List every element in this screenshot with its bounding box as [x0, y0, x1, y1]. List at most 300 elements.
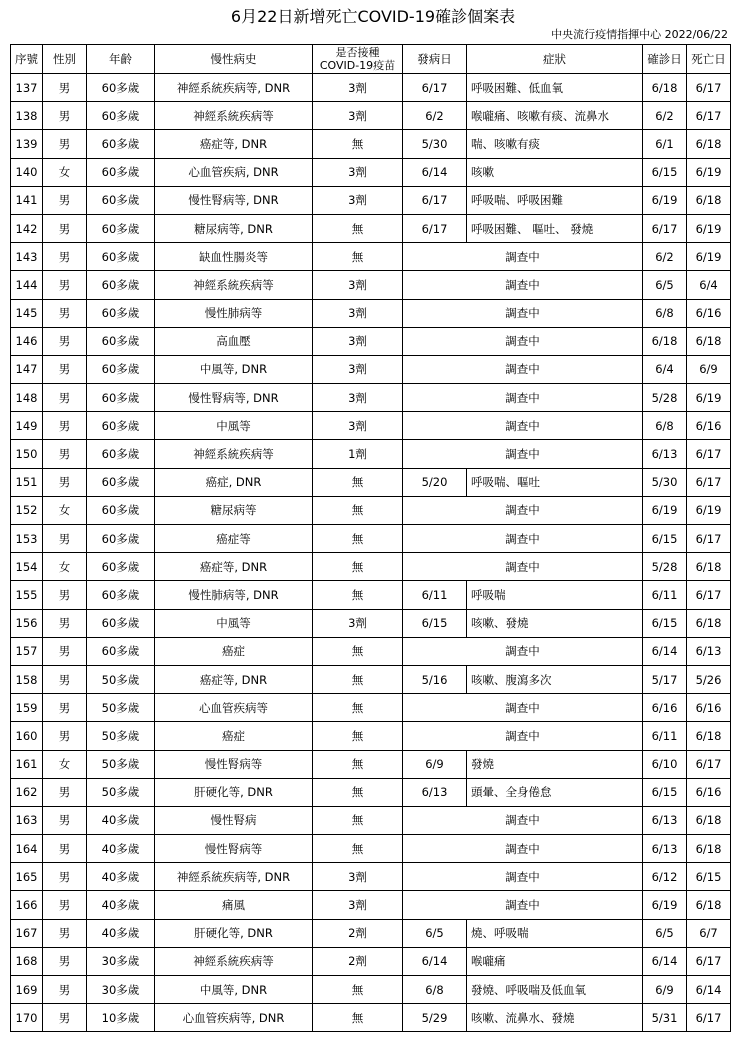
- cell-no: 160: [11, 722, 43, 750]
- cell-death: 6/17: [687, 525, 731, 553]
- cell-confirm: 6/18: [643, 74, 687, 102]
- cell-investigating: 調查中: [403, 412, 643, 440]
- table-row: [11, 468, 731, 496]
- cell-confirm: 6/8: [643, 412, 687, 440]
- cell-symptoms: 發燒: [467, 750, 643, 778]
- cell-vaccine: 1劑: [313, 440, 403, 468]
- cell-history: 癌症等: [155, 525, 313, 553]
- cell-no: 157: [11, 637, 43, 665]
- cell-history: 肝硬化等, DNR: [155, 919, 313, 947]
- cell-history: 神經系統疾病等: [155, 947, 313, 975]
- cell-confirm: 6/9: [643, 976, 687, 1004]
- cell-history: 中風等: [155, 412, 313, 440]
- table-row: [11, 694, 731, 722]
- cell-history: 缺血性腸炎等: [155, 243, 313, 271]
- cell-onset: 6/17: [403, 214, 467, 242]
- col-header-no: 序號: [11, 45, 43, 74]
- cell-confirm: 5/31: [643, 1004, 687, 1032]
- cell-history: 心血管疾病等, DNR: [155, 1004, 313, 1032]
- cell-history: 癌症: [155, 637, 313, 665]
- cell-sex: 男: [43, 468, 87, 496]
- cell-no: 164: [11, 835, 43, 863]
- cell-age: 60多歲: [87, 214, 155, 242]
- cell-death: 6/17: [687, 74, 731, 102]
- cell-sex: 男: [43, 863, 87, 891]
- cell-vaccine: 無: [313, 835, 403, 863]
- cell-onset: 6/14: [403, 158, 467, 186]
- cell-confirm: 6/18: [643, 327, 687, 355]
- page-title: 6月22日新增死亡COVID-19確診個案表: [230, 7, 516, 26]
- cell-confirm: 6/19: [643, 891, 687, 919]
- cell-vaccine: 3劑: [313, 299, 403, 327]
- cell-death: 6/16: [687, 412, 731, 440]
- cell-age: 60多歲: [87, 327, 155, 355]
- cell-confirm: 6/15: [643, 158, 687, 186]
- cell-history: 慢性腎病等, DNR: [155, 384, 313, 412]
- table-row: [11, 919, 731, 947]
- cell-death: 6/18: [687, 553, 731, 581]
- cell-confirm: 6/19: [643, 496, 687, 524]
- cell-vaccine: 無: [313, 806, 403, 834]
- cell-death: 6/17: [687, 1004, 731, 1032]
- cell-sex: 男: [43, 637, 87, 665]
- cell-no: 156: [11, 609, 43, 637]
- cell-age: 60多歲: [87, 299, 155, 327]
- cell-vaccine: 無: [313, 130, 403, 158]
- cell-history: 神經系統疾病等: [155, 440, 313, 468]
- cell-sex: 男: [43, 891, 87, 919]
- cell-sex: 男: [43, 384, 87, 412]
- table-row: [11, 778, 731, 806]
- cell-vaccine: 無: [313, 778, 403, 806]
- cell-age: 60多歲: [87, 271, 155, 299]
- cell-confirm: 6/8: [643, 299, 687, 327]
- table-row: [11, 355, 731, 383]
- cell-history: 神經系統疾病等: [155, 271, 313, 299]
- cell-death: 6/17: [687, 468, 731, 496]
- cell-history: 慢性肺病等, DNR: [155, 581, 313, 609]
- cell-onset: 6/9: [403, 750, 467, 778]
- cell-history: 慢性肺病等: [155, 299, 313, 327]
- cell-confirm: 5/28: [643, 384, 687, 412]
- cell-age: 60多歲: [87, 637, 155, 665]
- cell-age: 40多歲: [87, 919, 155, 947]
- cell-death: 6/19: [687, 214, 731, 242]
- cell-no: 146: [11, 327, 43, 355]
- cell-no: 158: [11, 665, 43, 693]
- cell-death: 6/17: [687, 947, 731, 975]
- cell-investigating: 調查中: [403, 806, 643, 834]
- col-header-history: 慢性病史: [155, 45, 313, 74]
- cell-no: 167: [11, 919, 43, 947]
- cell-confirm: 6/19: [643, 186, 687, 214]
- cell-sex: 女: [43, 750, 87, 778]
- cell-age: 60多歲: [87, 412, 155, 440]
- cell-death: 6/17: [687, 750, 731, 778]
- cell-confirm: 6/13: [643, 835, 687, 863]
- cell-no: 155: [11, 581, 43, 609]
- cell-vaccine: 3劑: [313, 609, 403, 637]
- cell-history: 中風等, DNR: [155, 355, 313, 383]
- cell-vaccine: 無: [313, 722, 403, 750]
- cell-confirm: 6/13: [643, 806, 687, 834]
- cell-confirm: 6/16: [643, 694, 687, 722]
- cell-age: 60多歲: [87, 553, 155, 581]
- table-row: [11, 806, 731, 834]
- cell-sex: 男: [43, 355, 87, 383]
- cell-vaccine: 無: [313, 496, 403, 524]
- cell-vaccine: 3劑: [313, 74, 403, 102]
- cell-symptoms: 咳嗽、腹瀉多次: [467, 665, 643, 693]
- cell-investigating: 調查中: [403, 243, 643, 271]
- cell-vaccine: 無: [313, 214, 403, 242]
- cell-age: 30多歲: [87, 976, 155, 1004]
- cell-confirm: 5/28: [643, 553, 687, 581]
- cell-age: 50多歲: [87, 665, 155, 693]
- cell-sex: 女: [43, 553, 87, 581]
- cell-confirm: 6/11: [643, 581, 687, 609]
- cell-confirm: 6/14: [643, 947, 687, 975]
- cell-onset: 6/11: [403, 581, 467, 609]
- cell-investigating: 調查中: [403, 694, 643, 722]
- cell-vaccine: 3劑: [313, 186, 403, 214]
- table-row: [11, 553, 731, 581]
- cell-death: 6/17: [687, 102, 731, 130]
- cell-onset: 6/13: [403, 778, 467, 806]
- cell-age: 50多歲: [87, 722, 155, 750]
- cell-vaccine: 無: [313, 665, 403, 693]
- cell-history: 肝硬化等, DNR: [155, 778, 313, 806]
- col-header-age: 年齡: [87, 45, 155, 74]
- cell-investigating: 調查中: [403, 637, 643, 665]
- cell-confirm: 6/5: [643, 919, 687, 947]
- cell-age: 60多歲: [87, 525, 155, 553]
- cell-investigating: 調查中: [403, 863, 643, 891]
- cell-symptoms: 呼吸喘、呼吸困難: [467, 186, 643, 214]
- cell-onset: 5/20: [403, 468, 467, 496]
- cell-age: 60多歲: [87, 609, 155, 637]
- cell-death: 6/7: [687, 919, 731, 947]
- cell-history: 慢性腎病: [155, 806, 313, 834]
- cell-confirm: 6/5: [643, 271, 687, 299]
- cell-symptoms: 咳嗽、流鼻水、發燒: [467, 1004, 643, 1032]
- cell-history: 中風等, DNR: [155, 976, 313, 1004]
- cell-investigating: 調查中: [403, 553, 643, 581]
- cell-investigating: 調查中: [403, 327, 643, 355]
- cell-vaccine: 3劑: [313, 327, 403, 355]
- cell-confirm: 6/2: [643, 243, 687, 271]
- cell-sex: 男: [43, 665, 87, 693]
- cell-sex: 男: [43, 525, 87, 553]
- cell-vaccine: 3劑: [313, 158, 403, 186]
- cell-vaccine: 無: [313, 581, 403, 609]
- cell-death: 6/18: [687, 609, 731, 637]
- table-row: [11, 299, 731, 327]
- table-row: [11, 102, 731, 130]
- cell-sex: 男: [43, 271, 87, 299]
- cell-age: 40多歲: [87, 835, 155, 863]
- cell-onset: 6/17: [403, 186, 467, 214]
- table-row: [11, 243, 731, 271]
- cell-sex: 男: [43, 214, 87, 242]
- header-row: [11, 45, 731, 74]
- cell-investigating: 調查中: [403, 525, 643, 553]
- cell-confirm: 6/17: [643, 214, 687, 242]
- cell-no: 143: [11, 243, 43, 271]
- cell-sex: 男: [43, 722, 87, 750]
- cell-history: 心血管疾病等: [155, 694, 313, 722]
- cell-death: 6/18: [687, 891, 731, 919]
- cell-symptoms: 頭暈、全身倦怠: [467, 778, 643, 806]
- cell-no: 151: [11, 468, 43, 496]
- cell-investigating: 調查中: [403, 835, 643, 863]
- cell-history: 癌症等, DNR: [155, 130, 313, 158]
- cell-vaccine: 無: [313, 468, 403, 496]
- cell-death: 6/18: [687, 835, 731, 863]
- cell-no: 170: [11, 1004, 43, 1032]
- table-row: [11, 158, 731, 186]
- table-row: [11, 186, 731, 214]
- cell-onset: 6/15: [403, 609, 467, 637]
- cell-vaccine: 3劑: [313, 271, 403, 299]
- cell-death: 6/18: [687, 130, 731, 158]
- cell-onset: 5/30: [403, 130, 467, 158]
- cell-no: 153: [11, 525, 43, 553]
- cell-history: 慢性腎病等: [155, 835, 313, 863]
- cell-history: 中風等: [155, 609, 313, 637]
- cell-confirm: 6/4: [643, 355, 687, 383]
- cell-age: 60多歲: [87, 496, 155, 524]
- cell-sex: 男: [43, 327, 87, 355]
- cell-sex: 女: [43, 496, 87, 524]
- cell-no: 165: [11, 863, 43, 891]
- cell-vaccine: 3劑: [313, 102, 403, 130]
- cell-sex: 男: [43, 1004, 87, 1032]
- cell-age: 60多歲: [87, 440, 155, 468]
- cell-vaccine: 3劑: [313, 891, 403, 919]
- cell-age: 40多歲: [87, 806, 155, 834]
- cell-symptoms: 呼吸喘、嘔吐: [467, 468, 643, 496]
- cell-age: 60多歲: [87, 130, 155, 158]
- cell-no: 137: [11, 74, 43, 102]
- cell-death: 6/15: [687, 863, 731, 891]
- cell-no: 138: [11, 102, 43, 130]
- cell-no: 141: [11, 186, 43, 214]
- cell-death: 6/17: [687, 581, 731, 609]
- cell-age: 60多歲: [87, 355, 155, 383]
- cell-history: 癌症等, DNR: [155, 553, 313, 581]
- cell-death: 6/19: [687, 158, 731, 186]
- table-row: [11, 947, 731, 975]
- table-row: [11, 835, 731, 863]
- cell-age: 10多歲: [87, 1004, 155, 1032]
- cell-sex: 男: [43, 976, 87, 1004]
- cell-no: 166: [11, 891, 43, 919]
- cell-age: 50多歲: [87, 694, 155, 722]
- cell-symptoms: 呼吸困難、 嘔吐、 發燒: [467, 214, 643, 242]
- cell-death: 5/26: [687, 665, 731, 693]
- cell-no: 168: [11, 947, 43, 975]
- cell-confirm: 6/1: [643, 130, 687, 158]
- cell-confirm: 5/30: [643, 468, 687, 496]
- cell-vaccine: 無: [313, 637, 403, 665]
- cell-vaccine: 3劑: [313, 863, 403, 891]
- cell-history: 癌症等, DNR: [155, 665, 313, 693]
- cell-vaccine: 無: [313, 553, 403, 581]
- table-header: [11, 45, 731, 74]
- cell-sex: 男: [43, 919, 87, 947]
- source-date: 中央流行疫情指揮中心 2022/06/22: [551, 28, 728, 41]
- cell-confirm: 6/11: [643, 722, 687, 750]
- cell-symptoms: 喉嚨痛: [467, 947, 643, 975]
- cell-death: 6/18: [687, 722, 731, 750]
- table-row: [11, 665, 731, 693]
- cell-no: 152: [11, 496, 43, 524]
- col-header-death: 死亡日: [687, 45, 731, 74]
- cell-history: 神經系統疾病等: [155, 102, 313, 130]
- cell-age: 60多歲: [87, 186, 155, 214]
- cell-confirm: 6/15: [643, 609, 687, 637]
- cell-confirm: 6/14: [643, 637, 687, 665]
- cell-no: 145: [11, 299, 43, 327]
- cell-no: 150: [11, 440, 43, 468]
- cell-sex: 女: [43, 158, 87, 186]
- cell-investigating: 調查中: [403, 496, 643, 524]
- cell-investigating: 調查中: [403, 722, 643, 750]
- cell-age: 60多歲: [87, 74, 155, 102]
- cell-history: 糖尿病等: [155, 496, 313, 524]
- table-row: [11, 637, 731, 665]
- cell-onset: 6/2: [403, 102, 467, 130]
- cell-confirm: 6/10: [643, 750, 687, 778]
- cell-death: 6/13: [687, 637, 731, 665]
- table-row: [11, 271, 731, 299]
- cell-death: 6/19: [687, 384, 731, 412]
- col-header-symptoms: 症狀: [467, 45, 643, 74]
- cell-sex: 男: [43, 947, 87, 975]
- cell-death: 6/16: [687, 778, 731, 806]
- cell-vaccine: 3劑: [313, 412, 403, 440]
- cell-investigating: 調查中: [403, 384, 643, 412]
- cell-death: 6/18: [687, 806, 731, 834]
- table-row: [11, 74, 731, 102]
- cell-age: 40多歲: [87, 891, 155, 919]
- cell-confirm: 6/2: [643, 102, 687, 130]
- table-row: [11, 440, 731, 468]
- cell-age: 40多歲: [87, 863, 155, 891]
- cell-sex: 男: [43, 609, 87, 637]
- cell-age: 50多歲: [87, 750, 155, 778]
- cell-no: 169: [11, 976, 43, 1004]
- cell-history: 癌症: [155, 722, 313, 750]
- col-header-onset: 發病日: [403, 45, 467, 74]
- cell-sex: 男: [43, 243, 87, 271]
- cell-history: 神經系統疾病等, DNR: [155, 863, 313, 891]
- cell-symptoms: 咳嗽、發燒: [467, 609, 643, 637]
- cell-onset: 5/16: [403, 665, 467, 693]
- col-header-sex: 性別: [43, 45, 87, 74]
- table-row: [11, 581, 731, 609]
- cell-vaccine: 無: [313, 243, 403, 271]
- cell-age: 60多歲: [87, 384, 155, 412]
- cell-vaccine: 無: [313, 750, 403, 778]
- cell-history: 慢性腎病等: [155, 750, 313, 778]
- cell-confirm: 6/13: [643, 440, 687, 468]
- cell-history: 痛風: [155, 891, 313, 919]
- cell-investigating: 調查中: [403, 355, 643, 383]
- cell-no: 162: [11, 778, 43, 806]
- cell-vaccine: 無: [313, 976, 403, 1004]
- table-row: [11, 327, 731, 355]
- table-row: [11, 384, 731, 412]
- cell-onset: 5/29: [403, 1004, 467, 1032]
- cell-investigating: 調查中: [403, 271, 643, 299]
- cell-confirm: 6/15: [643, 525, 687, 553]
- cell-symptoms: 咳嗽: [467, 158, 643, 186]
- cell-death: 6/14: [687, 976, 731, 1004]
- cell-confirm: 6/12: [643, 863, 687, 891]
- cell-age: 60多歲: [87, 581, 155, 609]
- table-body: [11, 74, 731, 1032]
- cell-vaccine: 無: [313, 525, 403, 553]
- cell-onset: 6/5: [403, 919, 467, 947]
- case-table: [10, 44, 731, 1032]
- table-row: [11, 609, 731, 637]
- table-row: [11, 891, 731, 919]
- cell-sex: 男: [43, 806, 87, 834]
- cell-death: 6/16: [687, 299, 731, 327]
- cell-history: 神經系統疾病等, DNR: [155, 74, 313, 102]
- table-row: [11, 863, 731, 891]
- cell-age: 30多歲: [87, 947, 155, 975]
- cell-death: 6/9: [687, 355, 731, 383]
- cell-no: 148: [11, 384, 43, 412]
- cell-sex: 男: [43, 74, 87, 102]
- cell-death: 6/17: [687, 440, 731, 468]
- cell-onset: 6/8: [403, 976, 467, 1004]
- cell-no: 140: [11, 158, 43, 186]
- cell-no: 161: [11, 750, 43, 778]
- cell-sex: 男: [43, 778, 87, 806]
- cell-symptoms: 燒、呼吸喘: [467, 919, 643, 947]
- col-header-vaccine: 是否接種COVID-19疫苗: [313, 45, 403, 74]
- table-row: [11, 130, 731, 158]
- cell-history: 高血壓: [155, 327, 313, 355]
- cell-history: 心血管疾病, DNR: [155, 158, 313, 186]
- cell-investigating: 調查中: [403, 440, 643, 468]
- cell-no: 149: [11, 412, 43, 440]
- cell-age: 60多歲: [87, 158, 155, 186]
- cell-no: 147: [11, 355, 43, 383]
- cell-age: 60多歲: [87, 468, 155, 496]
- cell-age: 60多歲: [87, 243, 155, 271]
- cell-vaccine: 2劑: [313, 947, 403, 975]
- cell-no: 159: [11, 694, 43, 722]
- col-header-confirm: 確診日: [643, 45, 687, 74]
- cell-onset: 6/17: [403, 74, 467, 102]
- cell-symptoms: 發燒、呼吸喘及低血氧: [467, 976, 643, 1004]
- table-row: [11, 1004, 731, 1032]
- table-row: [11, 722, 731, 750]
- cell-vaccine: 無: [313, 694, 403, 722]
- table-row: [11, 750, 731, 778]
- table-row: [11, 496, 731, 524]
- cell-sex: 男: [43, 299, 87, 327]
- cell-symptoms: 喘、咳嗽有痰: [467, 130, 643, 158]
- cell-sex: 男: [43, 130, 87, 158]
- cell-vaccine: 無: [313, 1004, 403, 1032]
- cell-vaccine: 3劑: [313, 384, 403, 412]
